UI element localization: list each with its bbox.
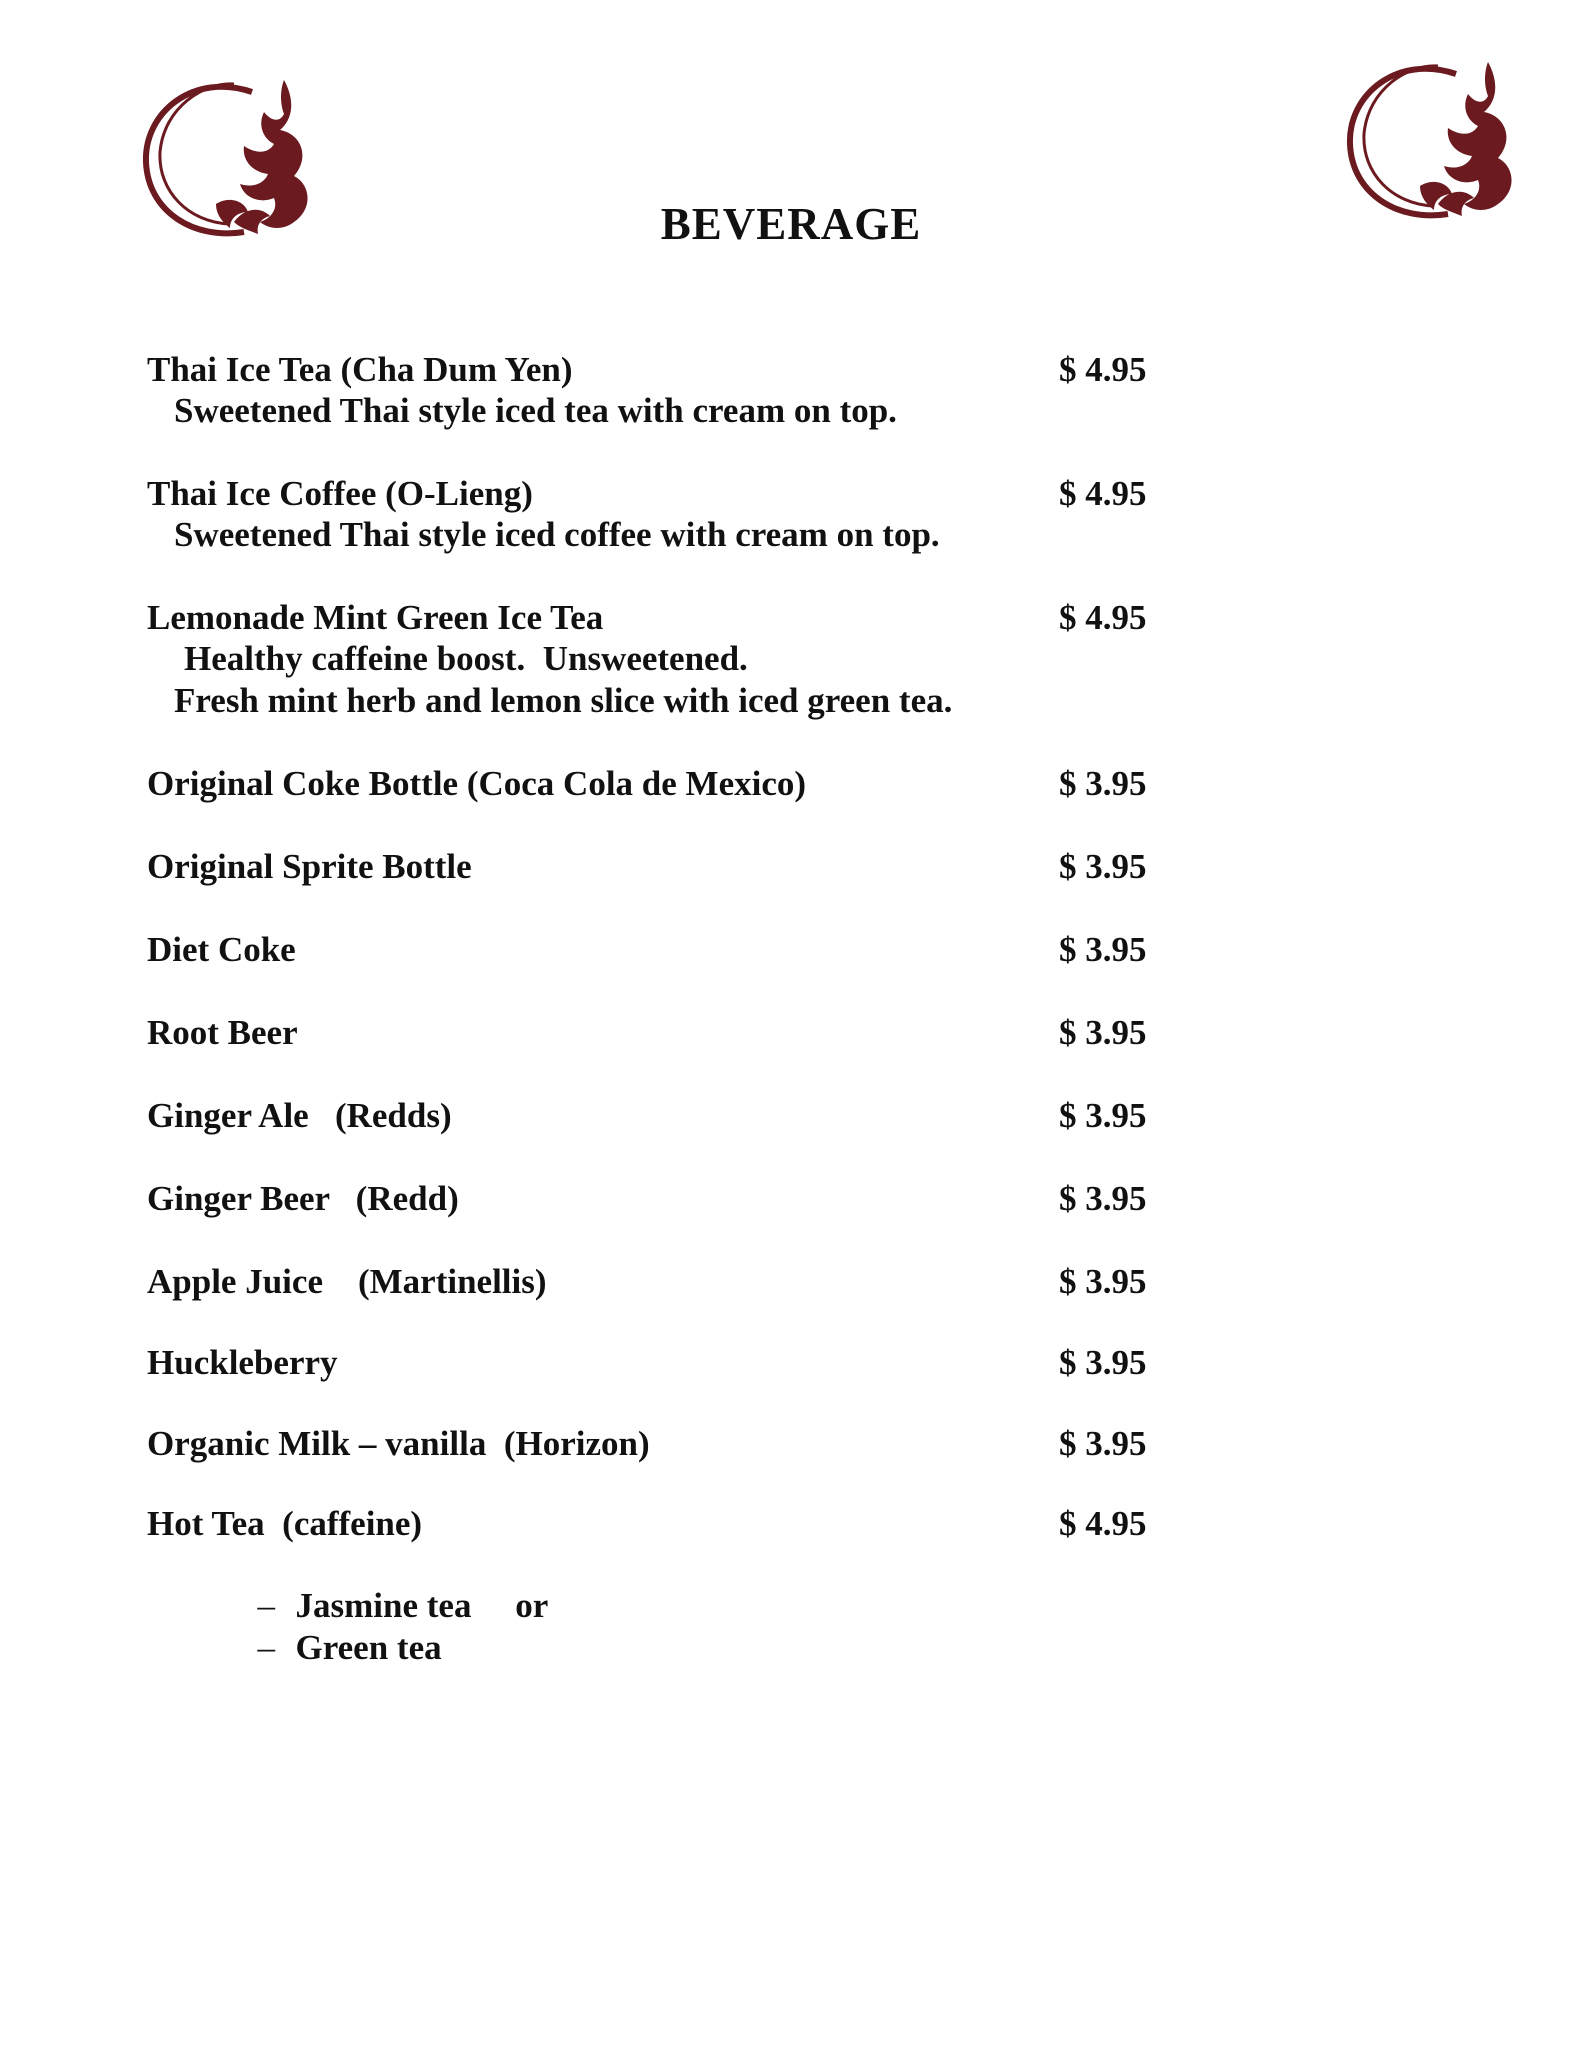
menu-item-price: $ 3.95 <box>1059 1013 1147 1052</box>
menu-item-description: Healthy caffeine boost. Unsweetened. <box>184 639 748 678</box>
menu-item-description: Sweetened Thai style iced coffee with cream on top. <box>174 515 940 554</box>
menu-item-name: Thai Ice Tea (Cha Dum Yen) <box>147 350 573 389</box>
menu-sub-item-label: Jasmine tea or <box>295 1586 549 1625</box>
menu-item-price: $ 4.95 <box>1059 350 1147 389</box>
menu-item-name: Huckleberry <box>147 1343 338 1382</box>
menu-item-name: Hot Tea (caffeine) <box>147 1504 423 1543</box>
list-dash: – <box>257 1586 275 1625</box>
menu-sub-item <box>240 1588 442 1668</box>
menu-item-price: $ 3.95 <box>1059 930 1147 969</box>
menu-item-name: Apple Juice (Martinellis) <box>147 1262 547 1301</box>
menu-item-price: $ 3.95 <box>1059 1343 1147 1382</box>
menu-item-price: $ 4.95 <box>1059 1504 1147 1543</box>
menu-item-price: $ 3.95 <box>1059 764 1147 803</box>
menu-item-name: Lemonade Mint Green Ice Tea <box>147 598 604 637</box>
menu-item-name: Organic Milk – vanilla (Horizon) <box>147 1424 650 1463</box>
menu-item-price: $ 4.95 <box>1059 474 1147 513</box>
menu-item-name: Thai Ice Coffee (O-Lieng) <box>147 474 533 513</box>
menu-item-price: $ 3.95 <box>1059 1096 1147 1135</box>
menu-item-description: Fresh mint herb and lemon slice with iced green tea. <box>174 681 953 720</box>
list-dash: – <box>257 1628 275 1667</box>
menu-item-name: Original Sprite Bottle <box>147 847 472 886</box>
menu-item-price: $ 3.95 <box>1059 1424 1147 1463</box>
menu-item-name: Ginger Beer (Redd) <box>147 1179 459 1218</box>
menu-sub-item-label: Green tea <box>295 1628 442 1667</box>
menu-item-name: Ginger Ale (Redds) <box>147 1096 452 1135</box>
menu-item-price: $ 3.95 <box>1059 1262 1147 1301</box>
page-title: BEVERAGE <box>660 199 922 249</box>
menu-item-name: Original Coke Bottle (Coca Cola de Mexico) <box>147 764 807 803</box>
menu-item-price: $ 4.95 <box>1059 598 1147 637</box>
menu-item-description: Sweetened Thai style iced tea with cream on top. <box>174 391 897 430</box>
menu-item-price: $ 3.95 <box>1059 1179 1147 1218</box>
menu-item-name: Root Beer <box>147 1013 298 1052</box>
menu-item-name: Diet Coke <box>147 930 296 969</box>
menu-item-price: $ 3.95 <box>1059 847 1147 886</box>
